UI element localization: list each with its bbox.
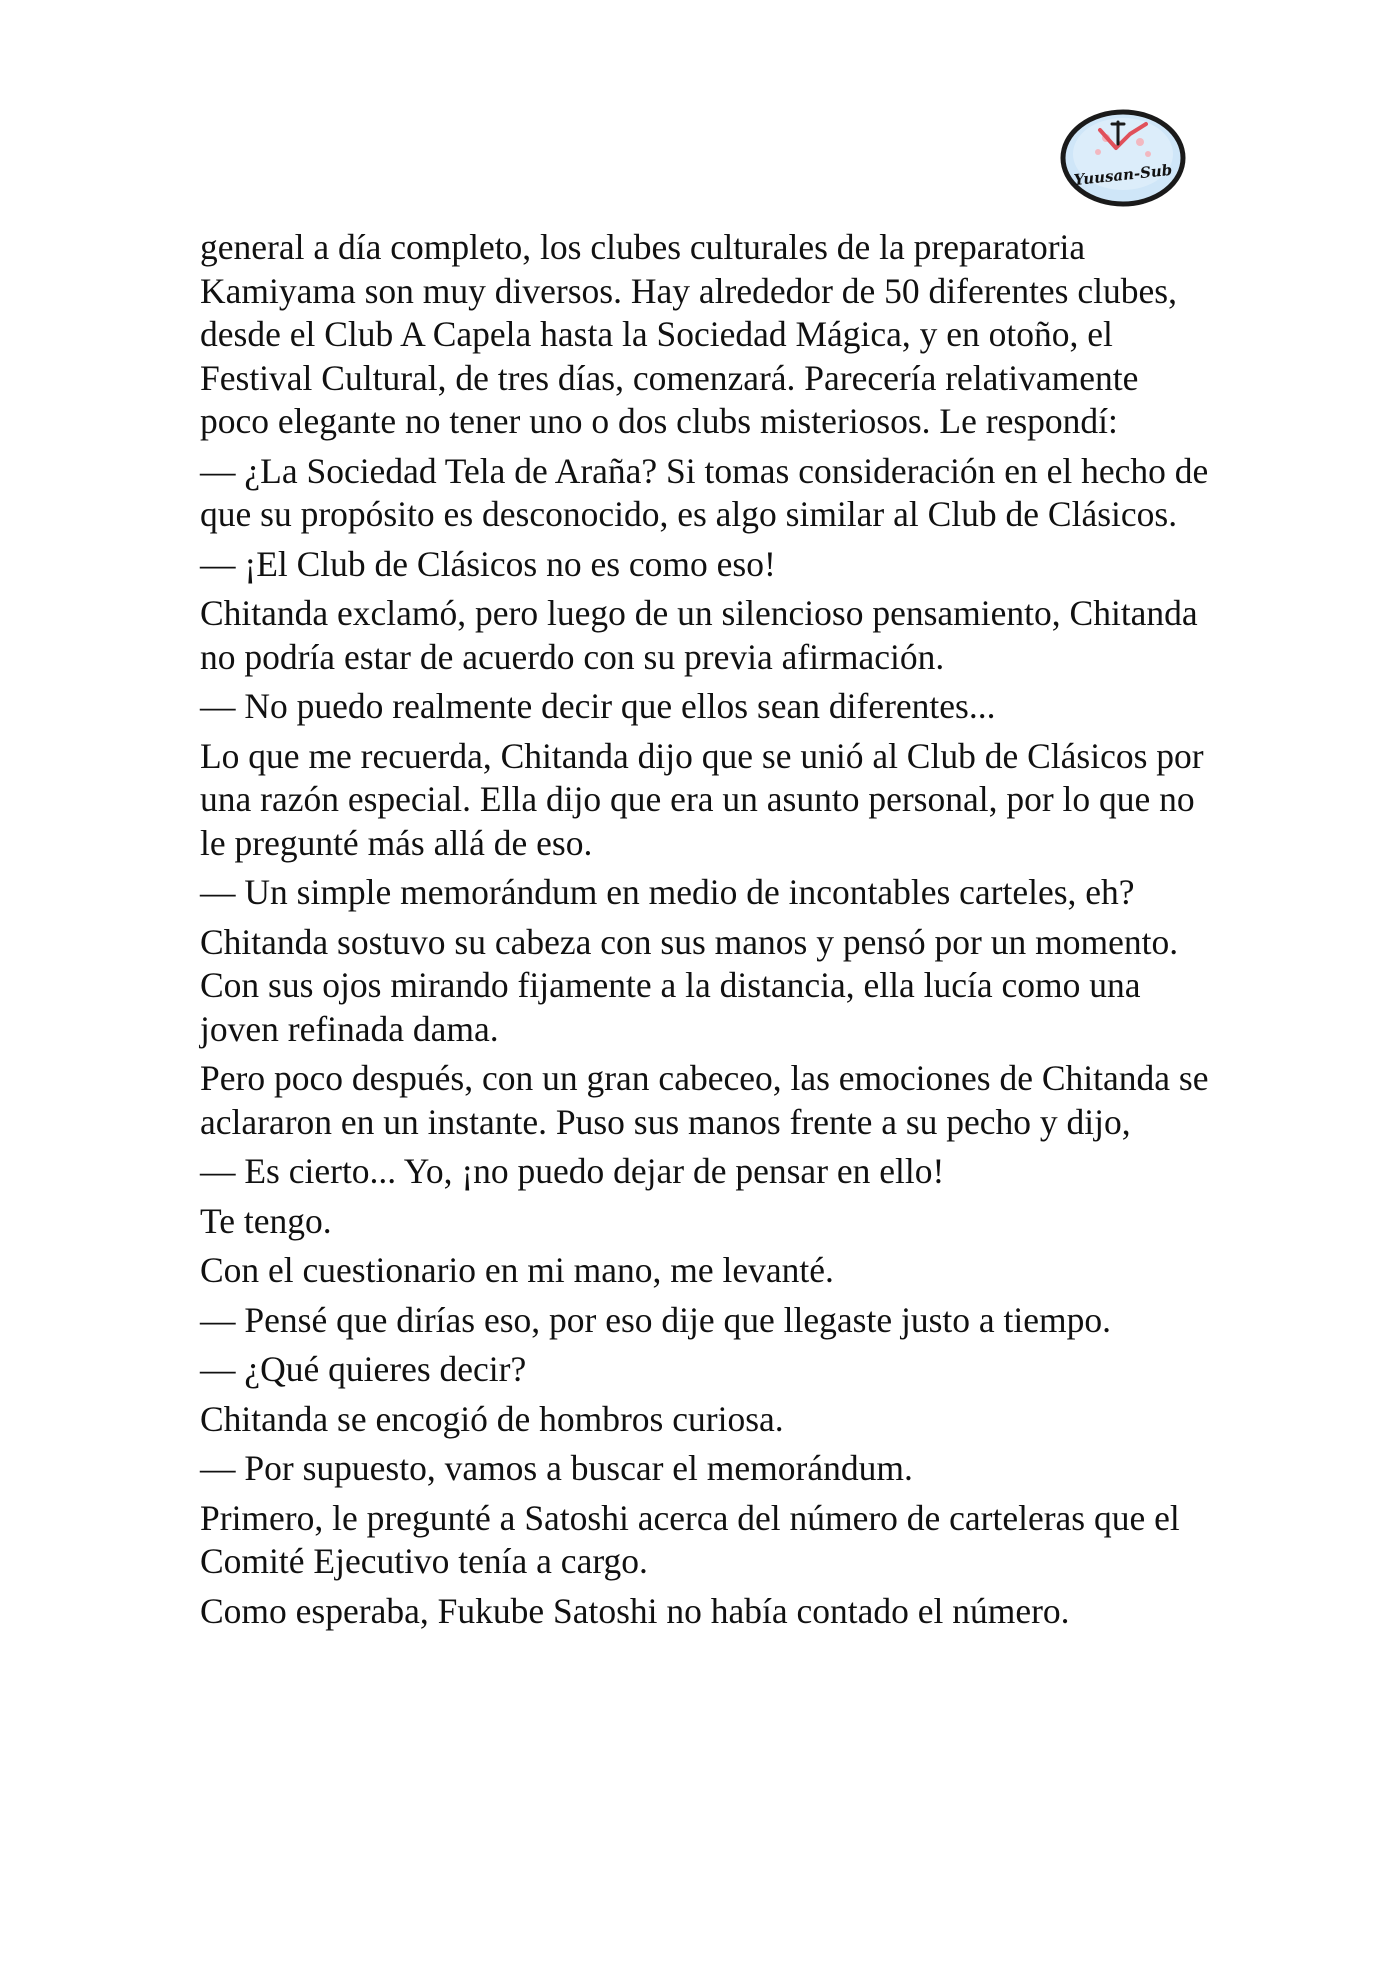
paragraph: Pero poco después, con un gran cabeceo, las emociones de Chitanda se aclararon en un instante. Puso sus manos frente a su pecho y dijo, bbox=[200, 1058, 1209, 1142]
paragraph: Con el cuestionario en mi mano, me levanté. bbox=[200, 1250, 834, 1290]
logo-badge-icon bbox=[1058, 108, 1188, 208]
paragraph: — Pensé que dirías eso, por eso dije que llegaste justo a tiempo. bbox=[200, 1299, 1111, 1340]
paragraph: — Es cierto... Yo, ¡no puedo dejar de pensar en ello! bbox=[200, 1151, 945, 1191]
paragraph: Chitanda se encogió de hombros curiosa. bbox=[200, 1398, 784, 1439]
paragraph: — Por supuesto, vamos a buscar el memorándum. bbox=[200, 1448, 913, 1488]
paragraph: Te tengo. bbox=[200, 1200, 332, 1241]
paragraph: — Un simple memorándum en medio de incontables carteles, eh? bbox=[200, 872, 1135, 912]
paragraph: Chitanda sostuvo su cabeza con sus manos y pensó por un momento. Con sus ojos mirando fijamente a la distancia, ella lucía como una joven refinada dama. bbox=[200, 921, 1179, 1049]
paragraph: Como esperaba, Fukube Satoshi no había contado el número. bbox=[200, 1590, 1070, 1631]
paragraph: — ¡El Club de Clásicos no es como eso! bbox=[200, 543, 776, 584]
paragraph: — No puedo realmente decir que ellos sean diferentes... bbox=[200, 686, 996, 726]
paragraph: — ¿Qué quieres decir? bbox=[200, 1349, 527, 1389]
document-body bbox=[200, 226, 1210, 1639]
paragraph: Lo que me recuerda, Chitanda dijo que se unió al Club de Clásicos por una razón especial. Ella dijo que era un asunto personal, por lo que no le pregunté más allá de eso. bbox=[200, 735, 1204, 863]
paragraph: — ¿La Sociedad Tela de Araña? Si tomas consideración en el hecho de que su propósito es desconocido, es algo similar al Club de Clásicos. bbox=[200, 450, 1209, 534]
scanlation-logo bbox=[1058, 108, 1188, 208]
paragraph: Primero, le pregunté a Satoshi acerca del número de carteleras que el Comité Ejecutivo tenía a cargo. bbox=[200, 1497, 1180, 1581]
logo-text: Yuusan-Sub bbox=[1072, 160, 1174, 190]
paragraph: Chitanda exclamó, pero luego de un silencioso pensamiento, Chitanda no podría estar de acuerdo con su previa afirmación. bbox=[200, 593, 1198, 677]
paragraph: general a día completo, los clubes culturales de la preparatoria Kamiyama son muy diversos. Hay alrededor de 50 diferentes clubes, desde el Club A Capela hasta la Sociedad Mágica, y en otoño, el Festival Cultural, de tres días, comenzará. Parecería relativamente poco elegante no tener uno o dos clubs misteriosos. Le respondí: bbox=[200, 227, 1177, 441]
